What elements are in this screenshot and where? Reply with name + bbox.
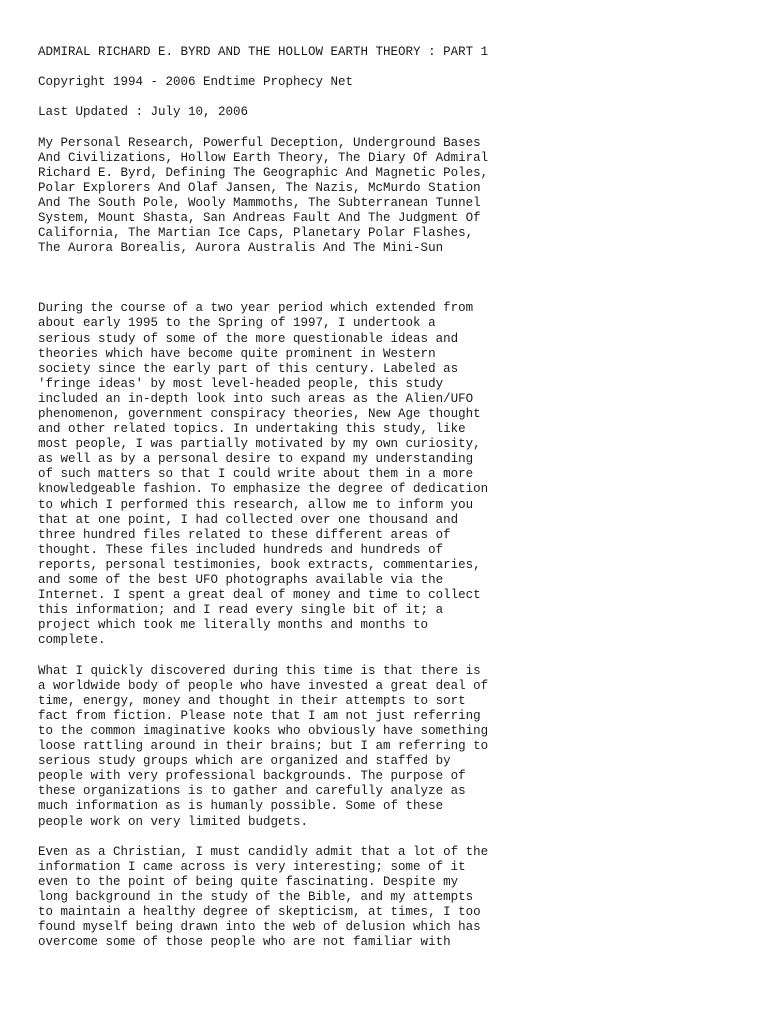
section-spacer — [38, 256, 768, 301]
topics-summary: My Personal Research, Powerful Deception, Underground Bases And Civilizations, Hollow Earth Theory, The Diary Of Admiral Richard E. Byrd, Defining The Geographic And Magnetic Poles, Polar Explorers And Olaf Jansen, The Nazis, McMurdo Station And The South Pole, Wooly Mammoths, The Subterranean Tunnel System, Mount Shasta, San Andreas Fault And The Judgment Of California, The Martian Ice Caps, Planetary Polar Flashes, The Aurora Borealis, Aurora Australis And The Mini-Sun — [38, 135, 489, 256]
document-title: ADMIRAL RICHARD E. BYRD AND THE HOLLOW EARTH THEORY : PART 1 — [38, 45, 489, 59]
copyright-line: Copyright 1994 - 2006 Endtime Prophecy Net — [38, 75, 354, 90]
body-paragraph-2: What I quickly discovered during this time is that there is a worldwide body of people who have invested a great deal of time, energy, money and thought in their attempts to sort fact from fiction. Please note that I am not just referring to the common imaginative kooks who obviously have something loose rattling around in their brains; but I am referring to serious study groups which are organized and staffed by people with very professional backgrounds. The purpose of these organizations is to gather and carefully analyze as much information as is humanly possible. Some of these people work on very limited budgets. — [38, 663, 489, 829]
body-paragraph-1: During the course of a two year period which extended from about early 1995 to the Spring of 1997, I undertook a serious study of some of the more questionable ideas and theories which have become quite prominent in Western society since the early part of this century. Labeled as 'fringe ideas' by most level-headed people, this study included an in-depth look into such areas as the Alien/UFO phenomenon, government conspiracy theories, New Age thought and other related topics. In undertaking this study, like most people, I was partially motivated by my own curiosity, as well as by a personal desire to expand my understanding of such matters so that I could write about them in a more knowledgeable fashion. To emphasize the degree of dedication to which I performed this research, allow me to inform you that at one point, I had collected over one thousand and three hundred files related to these different areas of thought. These files included hundreds and hundreds of reports, personal testimonies, book extracts, commentaries, and some of the best UFO photographs available via the Internet. I spent a great deal of money and time to collect this information; and I read every single bit of it; a project which took me literally months and months to complete. — [38, 301, 489, 648]
body-paragraph-3: Even as a Christian, I must candidly admit that a lot of the information I came across is very interesting; some of it even to the point of being quite fascinating. Despite my long background in the study of the Bible, and my attempts to maintain a healthy degree of skepticism, at times, I too found myself being drawn into the web of delusion which has overcome some of those people who are not familiar with — [38, 844, 489, 950]
last-updated-line: Last Updated : July 10, 2006 — [38, 105, 249, 120]
